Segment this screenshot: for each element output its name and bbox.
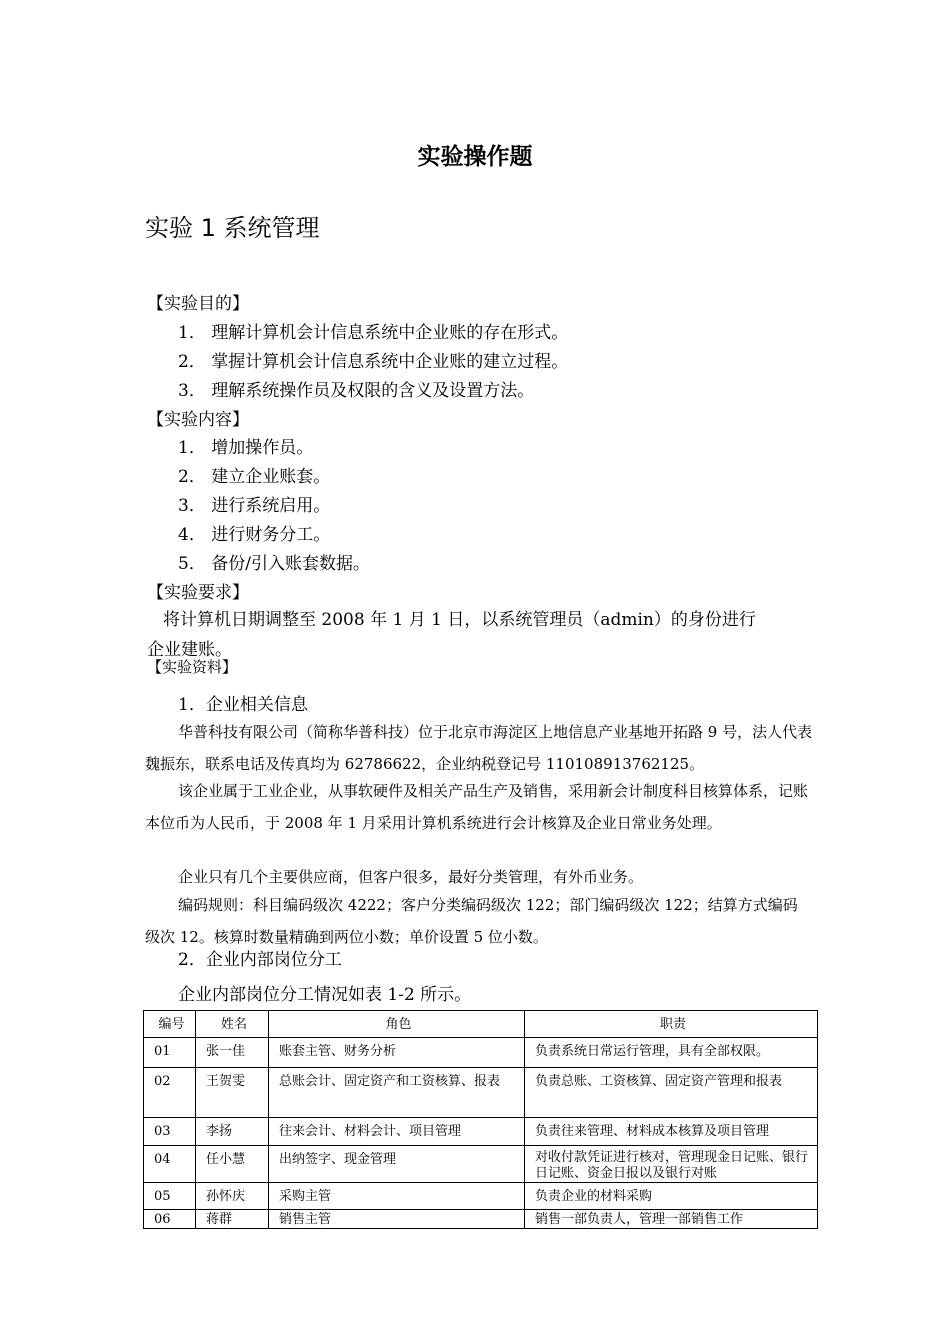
table-cell: 蒋群: [196, 1210, 269, 1229]
table-cell: 李扬: [196, 1118, 269, 1146]
header-cell: 角色: [269, 1011, 525, 1038]
materials-subheading-1: 1．企业相关信息: [178, 695, 308, 715]
purpose-item: 1． 理解计算机会计信息系统中企业账的存在形式。: [178, 323, 569, 343]
table-cell: 03: [144, 1118, 196, 1146]
table-cell: 05: [144, 1183, 196, 1210]
purpose-item: 2． 掌握计算机会计信息系统中企业账的建立过程。: [178, 352, 569, 372]
header-cell: 编号: [144, 1011, 196, 1038]
header-cell: 姓名: [196, 1011, 269, 1038]
content-item: 5． 备份/引入账套数据。: [178, 554, 370, 574]
table-cell: 采购主管: [269, 1183, 525, 1210]
table-cell: 出纳签字、现金管理: [269, 1146, 525, 1183]
table-cell: 任小慧: [196, 1146, 269, 1183]
content-item: 3． 进行系统启用。: [178, 496, 331, 516]
content-item: 2． 建立企业账套。: [178, 467, 331, 487]
table-cell: 对收付款凭证进行核对，管理现金日记账、银行日记账、资金日报以及银行对账: [525, 1146, 818, 1183]
table-row: [144, 1068, 818, 1118]
industry-paragraph: 该企业属于工业企业，从事软硬件及相关产品生产及销售，采用新会计制度科目核算体系，记账本位币为人民币，于 2008 年 1 月采用计算机系统进行会计核算及企业日常业务处理。: [145, 782, 809, 832]
table-cell: 王贺雯: [196, 1068, 269, 1118]
content-item: 1． 增加操作员。: [178, 438, 314, 458]
table-cell: 01: [144, 1038, 196, 1068]
supplier-paragraph: 企业只有几个主要供应商，但客户很多，最好分类管理，有外币业务。: [178, 868, 644, 886]
requirements-text-cont: 企业建账。: [147, 640, 232, 660]
purpose-item: 3． 理解系统操作员及权限的含义及设置方法。: [178, 381, 535, 401]
role-table: [143, 1010, 818, 1229]
page-title: 实验操作题: [417, 144, 533, 170]
table-cell: 02: [144, 1068, 196, 1118]
requirements-heading: 【实验要求】: [147, 583, 249, 603]
table-row: [144, 1118, 818, 1146]
company-info-paragraph: 华普科技有限公司（简称华普科技）位于北京市海淀区上地信息产业基地开拓路 9 号，法人代表魏振东，联系电话及传真均为 62786622，企业纳税登记号 110108913762125。: [145, 723, 813, 773]
materials-heading: 【实验资料】: [147, 658, 238, 676]
table-row: [144, 1146, 818, 1183]
header-cell: 职责: [525, 1011, 818, 1038]
table-cell: 06: [144, 1210, 196, 1229]
table-header-row: [144, 1011, 818, 1038]
experiment-heading: 实验 1 系统管理: [145, 214, 320, 242]
table-row: [144, 1210, 818, 1229]
content-heading: 【实验内容】: [147, 410, 249, 430]
table-cell: 销售主管: [269, 1210, 525, 1229]
table-row: [144, 1038, 818, 1068]
table-cell: 负责总账、工资核算、固定资产管理和报表: [525, 1068, 818, 1118]
table-cell: 负责系统日常运行管理，具有全部权限。: [525, 1038, 818, 1068]
table-cell: 账套主管、财务分析: [269, 1038, 525, 1068]
table-cell: 孙怀庆: [196, 1183, 269, 1210]
requirements-text: 将计算机日期调整至 2008 年 1 月 1 日，以系统管理员（admin）的身份进行: [163, 610, 756, 630]
table-cell: 张一佳: [196, 1038, 269, 1068]
materials-subheading-2: 2．企业内部岗位分工: [178, 950, 342, 970]
coding-rules-paragraph: 编码规则：科目编码级次 4222；客户分类编码级次 122；部门编码级次 122；结算方式编码级次 12。核算时数量精确到两位小数；单价设置 5 位小数。: [145, 896, 798, 946]
content-item: 4． 进行财务分工。: [178, 525, 331, 545]
table-cell: 往来会计、材料会计、项目管理: [269, 1118, 525, 1146]
table-cell: 总账会计、固定资产和工资核算、报表: [269, 1068, 525, 1118]
table-intro: 企业内部岗位分工情况如表 1-2 所示。: [178, 985, 472, 1005]
table-cell: 负责往来管理、材料成本核算及项目管理: [525, 1118, 818, 1146]
table-cell: 销售一部负责人，管理一部销售工作: [525, 1210, 818, 1229]
table-cell: 04: [144, 1146, 196, 1183]
table-cell: 负责企业的材料采购: [525, 1183, 818, 1210]
table-row: [144, 1183, 818, 1210]
purpose-heading: 【实验目的】: [147, 294, 249, 314]
